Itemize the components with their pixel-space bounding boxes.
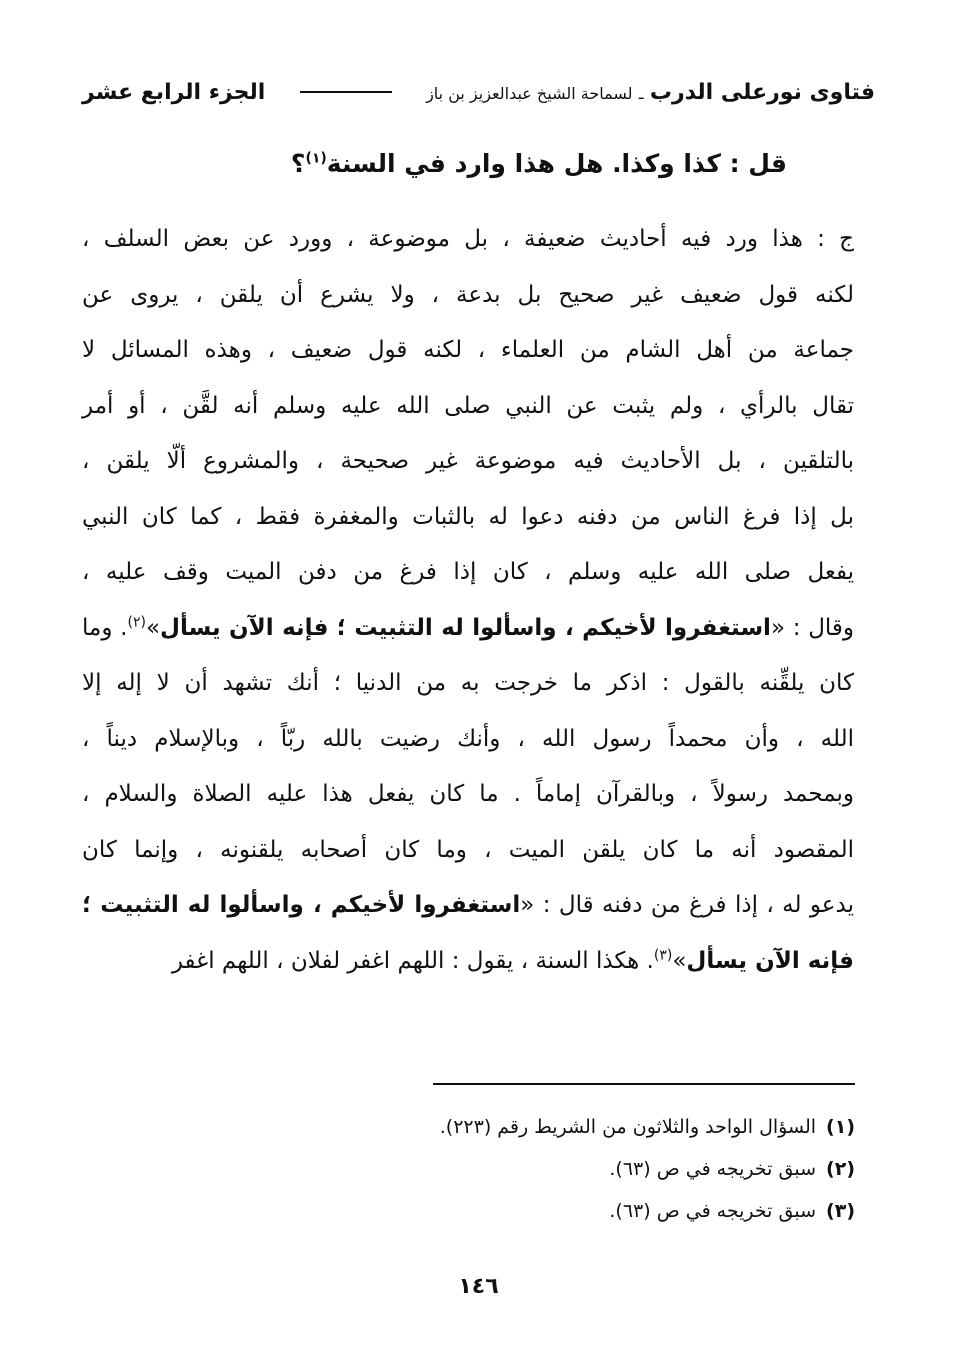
header-volume: الجزء الرابع عشر [82,79,266,105]
answer-line: تقال بالرأي ، ولم يثبت عن النبي صلى الله عليه وسلم أنه لقَّن ، أو أمر [82,392,854,419]
footnote-number: (١) [826,1116,855,1138]
answer-line: بالتلقين ، بل الأحاديث فيه موضوعة غير صحيحة ، والمشروع ألّا يلقن ، [82,448,854,474]
line-prefix: وقال : « [770,614,855,641]
line-suffix: . هكذا السنة ، يقول : اللهم اغفر لفلان ، اللهم اغفر [171,947,654,974]
header-title-group [426,80,875,105]
header-rule [300,91,392,93]
line-suffix: . وما [82,614,128,641]
answer-line: المقصود أنه ما كان يلقن الميت ، وما كان أصحابه يلقنونه ، وإنما كان [82,836,854,863]
hadith-quote: استغفروا لأخيكم ، واسألوا له التثبيت ؛ فإنه الآن يسأل [160,614,771,641]
answer-line: لكنه قول ضعيف غير صحيح بل بدعة ، ولا يشرع أن يلقن ، يروى عن [82,281,854,308]
footnote-item [155,1106,855,1148]
hadith-quote: استغفروا لأخيكم ، واسألوا له التثبيت ؛ [82,892,521,918]
footnotes [155,1106,855,1232]
answer-line: الله ، وأن محمداً رسول الله ، وأنك رضيت بالله ربّاً ، وبالإسلام ديناً ، [82,725,854,752]
running-header [82,72,875,112]
answer-line-hadith [82,601,854,657]
question-text: قل : كذا وكذا. هل هذا وارد في السنة [326,149,787,178]
footnote-divider [433,1083,855,1085]
footnote-text: سبق تخريجه في ص (٦٣). [609,1158,817,1180]
footnote-text: السؤال الواحد والثلاثون من الشريط رقم (٢٢٣). [439,1116,817,1138]
question-mark: ؟ [290,149,306,178]
footnote-text: سبق تخريجه في ص (٦٣). [609,1200,817,1222]
footnote-item [155,1148,855,1190]
footnote-number: (٢) [826,1158,855,1180]
answer-line: يفعل صلى الله عليه وسلم ، كان إذا فرغ من دفن الميت وقف عليه ، [82,559,854,585]
page-number: ١٤٦ [458,1274,499,1299]
answer-line-hadith [82,934,854,990]
header-author: لسماحة الشيخ عبدالعزيز بن باز [426,83,633,103]
answer-line-hadith [82,878,854,934]
answer-line: ج : هذا ورد فيه أحاديث ضعيفة ، بل موضوعة ، وورد عن بعض السلف ، [82,226,854,252]
answer-line: كان يلقِّنه بالقول : اذكر ما خرجت به من الدنيا ؛ أنك تشهد أن لا إله إلا [82,670,854,696]
footnote-marker[interactable]: (٣) [653,946,673,963]
footnote-marker[interactable]: (١) [305,150,327,167]
quote-close: » [145,614,161,641]
answer-line: وبمحمد رسولاً ، وبالقرآن إماماً . ما كان يفعل هذا عليه الصلاة والسلام ، [82,781,854,807]
header-book-title: فتاوى نورعلى الدرب [649,79,875,105]
answer-line: بل إذا فرغ الناس من دفنه دعوا له بالثبات والمغفرة فقط ، كما كان النبي [82,503,854,530]
footnote-item [155,1190,855,1232]
line-prefix: يدعو له ، إذا فرغ من دفنه قال : « [520,892,854,918]
footnote-number: (٣) [826,1200,855,1222]
footnote-marker[interactable]: (٢) [127,613,146,630]
hadith-quote: فإنه الآن يسأل [686,947,854,974]
header-dash: ـ [638,83,644,103]
answer-line: جماعة من أهل الشام من العلماء ، لكنه قول ضعيف ، وهذه المسائل لا [82,337,854,363]
quote-close: » [672,947,687,974]
answer-body [82,212,854,989]
question [82,142,787,186]
